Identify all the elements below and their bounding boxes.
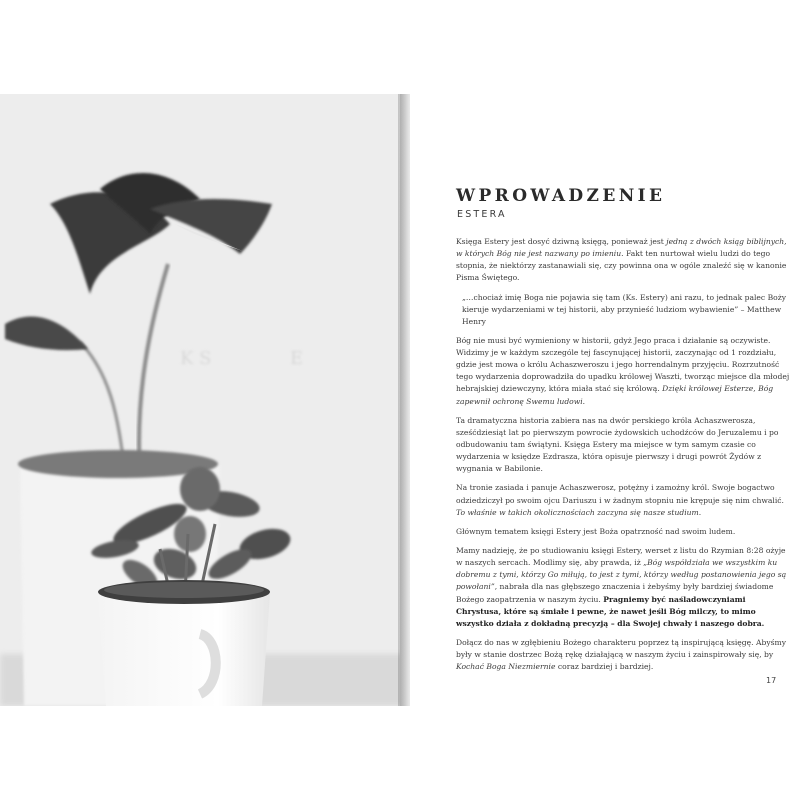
paragraph-text: Księga Estery jest dosyć dziwną księgą, ponieważ jest [456,237,667,246]
paragraph-text: „…chociaż imię Boga nie pojawia się tam (Ks. Estery) ani razu, to jednak palec Boży kieruje wydarzeniami w tej historii, aby przynieść ludziom wybawienie” – Matthew Henry [462,292,787,326]
chapter-heading: WPROWADZENIE [456,186,666,206]
text-page [410,94,800,706]
paragraph [456,545,790,630]
italic-text: „Bóg współdziała we wszystkim ku dobremu z tymi, którzy Go miłują, to jest z tymi, którzy według postanowienia jego są powołani” [456,558,787,592]
book-spread [0,94,800,706]
paragraph [456,526,790,538]
paragraph-text: Dołącz do nas w zgłębieniu Bożego charakteru poprzez tą inspirującą księgę. Abyśmy były w stanie dostrzec Bożą rękę działającą w naszym życiu i zainspirowały się, by [456,638,786,660]
paragraph [456,292,790,328]
paragraph-text: Ta dramatyczna historia zabiera nas na dwór perskiego króla Achaszwerosza, sześćdziesiąt lat po pierwszym powrocie żydowskich uchodźców do Jeruzalemu i po odbudowaniu tam świątyni. Księga Estery ma miejsce w tym samym czasie co wydarzenia w księdze Ezdrasza, która opisuje pierwszy i drugi powrót Żydów z wygnania w Babilonie. [456,415,779,474]
italic-text: To właśnie w takich okolicznościach zaczyna się nasze studium. [456,507,702,517]
italic-text: Kochać Boga Niezmiernie [456,662,556,672]
plant-photo [0,94,410,706]
chapter-subheading: ESTERA [457,209,507,220]
page-number: 17 [766,676,777,685]
italic-text: jedną z dwóch ksiąg biblijnych, w których Bóg nie jest nazwany po imieniu [456,237,787,259]
paragraph [456,482,790,518]
svg-text:K S: K S [180,348,212,369]
paragraph-text: coraz bardziej i bardziej. [555,662,654,672]
paragraph [456,236,790,284]
paragraph-text: Bóg nie musi być wymieniony w historii, gdyż Jego praca i działanie są oczywiste. Widzimy je w każdym szczególe tej fascynującej historii, zaczynając od 1 rozdziału, gdzie jest mowa o królu Achaszweroszu i jego horrendalnym przyjęciu. Rozrzutność tego wydarzenia doprowadziła do upadku królowej Waszti, tworząc miejsce dla młodej hebrajskiej dziewczyny, która miała stać się królową. [456,336,790,394]
paragraph-text: , nabrała dla nas głębszego znaczenia i żebyśmy były bardziej świadome Bożego zaopatrzenia w naszym życiu. [456,582,774,604]
paragraph [456,637,790,673]
svg-text:E: E [290,348,304,369]
paragraph-text: . Fakt ten nurtował wielu ludzi do tego stopnia, że niektórzy zastanawiali się, czy powinna ona w ogóle znaleźć się w kanonie Pisma Świętego. [456,249,787,283]
paragraph [456,335,790,408]
bold-text: Pragniemy być naśladowczyniami Chrystusa, które są śmiałe i pewne, że nawet jeśli Bóg milczy, to mimo wszystko działa z dokładną precyzją – dla Swojej chwały i naszego dobra. [456,594,765,628]
body-text [456,236,790,681]
paragraph-text: Mamy nadzieję, że po studiowaniu księgi Estery, werset z listu do Rzymian 8:28 ożyje w naszych sercach. Modlimy się, aby prawda, iż [456,546,786,568]
plant-illustration [0,94,410,706]
paragraph-text: Na tronie zasiada i panuje Achaszwerosz, potężny i zamożny król. Swoje bogactwo odziedziczył po swoim ojcu Dariuszu i w żadnym stopniu nie krępuje się nim chwalić. [456,483,784,505]
italic-text: Dzięki królowej Esterze, Bóg zapewnił ochronę Swemu ludowi. [456,384,774,406]
paragraph [456,415,790,475]
paragraph-text: Głównym tematem księgi Estery jest Boża opatrzność nad swoim ludem. [456,526,736,536]
